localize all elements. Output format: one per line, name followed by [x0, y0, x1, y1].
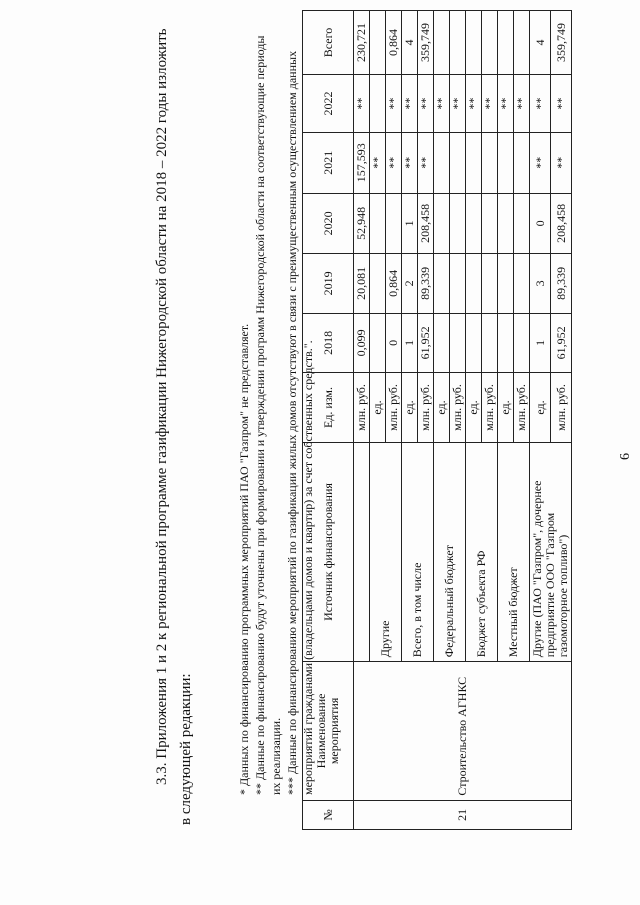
unit-cell: ед.: [498, 373, 514, 443]
section-text: 3.3. Приложения 1 и 2 к региональной программе газификации Нижегородской области на 2018 – 2022 годы изложить в следующей редакции:: [154, 28, 194, 825]
value-cell: 3: [530, 254, 551, 314]
value-cell: 0: [530, 193, 551, 254]
total-cell: 359,749: [418, 11, 434, 75]
unit-cell: ед.: [466, 373, 482, 443]
footnotes: [236, 25, 316, 825]
header-cell: 2018: [303, 313, 354, 373]
total-cell: [514, 11, 530, 75]
value-cell: [370, 254, 386, 314]
value-cell: 208,458: [551, 193, 572, 254]
total-cell: [434, 11, 450, 75]
value-cell: 1: [402, 193, 418, 254]
value-cell: **: [386, 74, 402, 132]
table-row: [354, 11, 370, 830]
header-cell: Источник финансирования: [303, 442, 354, 661]
financing-table: [302, 10, 572, 830]
unit-cell: млн. руб.: [386, 373, 402, 443]
value-cell: [482, 133, 498, 194]
value-cell: [434, 254, 450, 314]
total-cell: [466, 11, 482, 75]
value-cell: **: [402, 133, 418, 194]
value-cell: [450, 313, 466, 373]
value-cell: 157,593: [354, 133, 370, 194]
funding-source: Местный бюджет: [498, 442, 530, 661]
footnote: * Данных по финансированию программных мероприятий ПАО "Газпром" не представляет.: [237, 323, 251, 795]
unit-cell: млн. руб.: [418, 373, 434, 443]
footnote: *** Данные по финансированию мероприятий по газификации жилых домов отсутствуют в связи с преимущественным осуществлением данных мероприятий гражданами (владельцами домов и квартир) за счет собственных средств.".: [285, 50, 315, 795]
unit-cell: млн. руб.: [551, 373, 572, 443]
unit-cell: ед.: [434, 373, 450, 443]
value-cell: 0,099: [354, 313, 370, 373]
total-cell: [498, 11, 514, 75]
footnote: ** Данные по финансированию будут уточнены при формировании и утверждении программ Нижегородской области на соответствующие периоды их реализации.: [253, 35, 283, 795]
value-cell: 0,864: [386, 254, 402, 314]
value-cell: 208,458: [418, 193, 434, 254]
value-cell: **: [551, 74, 572, 132]
total-cell: 230,721: [354, 11, 370, 75]
total-cell: [450, 11, 466, 75]
value-cell: **: [402, 74, 418, 132]
total-cell: 4: [402, 11, 418, 75]
value-cell: 89,339: [551, 254, 572, 314]
unit-cell: млн. руб.: [514, 373, 530, 443]
unit-cell: ед.: [402, 373, 418, 443]
value-cell: **: [434, 74, 450, 132]
total-cell: [482, 11, 498, 75]
event-name: Строительство АГНКС: [354, 662, 572, 800]
total-cell: 0,864: [386, 11, 402, 75]
value-cell: **: [450, 74, 466, 132]
total-cell: [370, 11, 386, 75]
value-cell: **: [530, 74, 551, 132]
value-cell: **: [418, 74, 434, 132]
funding-source: Всего, в том числе: [402, 442, 434, 661]
value-cell: **: [498, 74, 514, 132]
value-cell: **: [551, 133, 572, 194]
value-cell: [434, 313, 450, 373]
section-paragraph: [150, 25, 198, 825]
value-cell: **: [354, 74, 370, 132]
value-cell: **: [370, 133, 386, 194]
funding-source: [354, 442, 370, 661]
funding-source: Другие: [370, 442, 402, 661]
value-cell: [370, 313, 386, 373]
unit-cell: млн. руб.: [450, 373, 466, 443]
total-cell: 359,749: [551, 11, 572, 75]
value-cell: [466, 193, 482, 254]
value-cell: [482, 254, 498, 314]
header-cell: 2020: [303, 193, 354, 254]
value-cell: [514, 133, 530, 194]
value-cell: 1: [530, 313, 551, 373]
value-cell: [482, 313, 498, 373]
header-cell: Наименование мероприятия: [303, 662, 354, 800]
value-cell: 0: [386, 313, 402, 373]
value-cell: [514, 313, 530, 373]
value-cell: **: [482, 74, 498, 132]
value-cell: [482, 193, 498, 254]
value-cell: [498, 133, 514, 194]
value-cell: [466, 133, 482, 194]
value-cell: **: [418, 133, 434, 194]
funding-source: Федеральный бюджет: [434, 442, 466, 661]
header-cell: 2021: [303, 133, 354, 194]
value-cell: 20,081: [354, 254, 370, 314]
value-cell: [498, 193, 514, 254]
value-cell: [466, 254, 482, 314]
value-cell: [386, 193, 402, 254]
value-cell: **: [386, 133, 402, 194]
header-cell: Всего: [303, 11, 354, 75]
unit-cell: млн. руб.: [354, 373, 370, 443]
header-cell: 2019: [303, 254, 354, 314]
unit-cell: млн. руб.: [482, 373, 498, 443]
unit-cell: ед.: [530, 373, 551, 443]
value-cell: [514, 254, 530, 314]
row-number: 21: [354, 800, 572, 829]
value-cell: 89,339: [418, 254, 434, 314]
value-cell: [370, 193, 386, 254]
value-cell: [434, 193, 450, 254]
value-cell: [450, 193, 466, 254]
funding-source: Другие (ПАО "Газпром", дочернее предприятие ООО "Газпром газомоторное топливо"): [530, 442, 572, 661]
table-body: [354, 11, 572, 830]
value-cell: 61,952: [418, 313, 434, 373]
value-cell: **: [466, 74, 482, 132]
value-cell: [498, 254, 514, 314]
value-cell: **: [514, 74, 530, 132]
value-cell: [450, 133, 466, 194]
value-cell: 52,948: [354, 193, 370, 254]
value-cell: [466, 313, 482, 373]
value-cell: 1: [402, 313, 418, 373]
value-cell: **: [530, 133, 551, 194]
header-cell: №: [303, 800, 354, 829]
value-cell: [370, 74, 386, 132]
value-cell: [434, 133, 450, 194]
value-cell: [450, 254, 466, 314]
value-cell: 2: [402, 254, 418, 314]
value-cell: [514, 193, 530, 254]
unit-cell: ед.: [370, 373, 386, 443]
funding-source: Бюджет субъекта РФ: [466, 442, 498, 661]
value-cell: 61,952: [551, 313, 572, 373]
total-cell: 4: [530, 11, 551, 75]
value-cell: [498, 313, 514, 373]
header-cell: 2022: [303, 74, 354, 132]
page-number: 6: [618, 453, 633, 460]
header-cell: Ед. изм.: [303, 373, 354, 443]
